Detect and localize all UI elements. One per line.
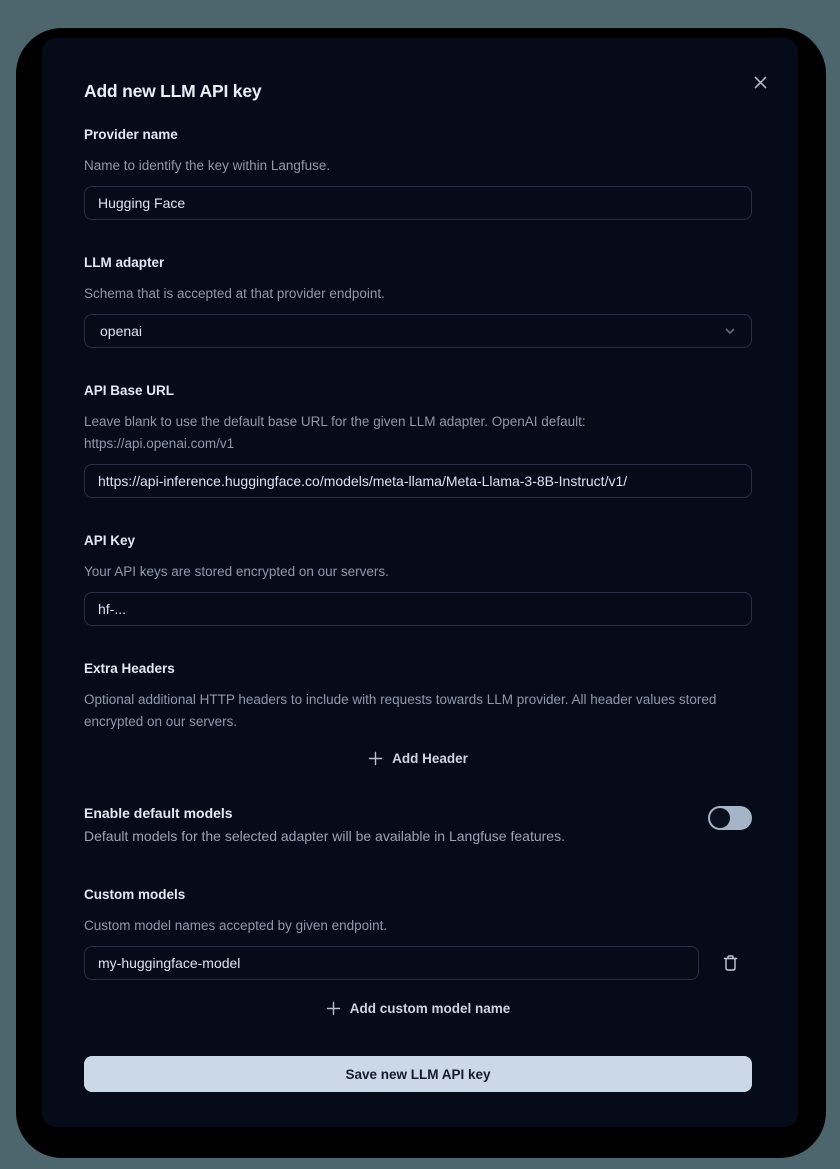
llm-adapter-select[interactable] xyxy=(84,314,752,348)
extra-headers-description: Optional additional HTTP headers to include with requests towards LLM provider. All header values stored encrypted on our servers. xyxy=(84,692,717,729)
enable-default-models-label: Enable default models xyxy=(84,805,233,821)
enable-default-models-description: Default models for the selected adapter will be available in Langfuse features. xyxy=(84,828,565,844)
close-button[interactable] xyxy=(748,70,772,94)
api-key-field-group xyxy=(84,532,752,626)
custom-models-label: Custom models xyxy=(84,887,186,902)
custom-models-field-group xyxy=(84,886,752,1020)
extra-headers-field-group xyxy=(84,660,752,770)
save-llm-api-key-button[interactable]: Save new LLM API key xyxy=(84,1056,752,1092)
add-header-button[interactable] xyxy=(84,746,752,770)
llm-adapter-selected-value: openai xyxy=(100,323,143,339)
api-key-label: API Key xyxy=(84,533,136,548)
api-key-input[interactable] xyxy=(84,592,752,626)
llm-adapter-label: LLM adapter xyxy=(84,255,165,270)
custom-models-description: Custom model names accepted by given endpoint. xyxy=(84,918,388,933)
provider-name-field-group xyxy=(84,126,752,220)
enable-default-models-toggle[interactable] xyxy=(708,806,752,830)
chevron-down-icon xyxy=(723,324,737,338)
api-base-url-description: Leave blank to use the default base URL for the given LLM adapter. OpenAI default: https://api.openai.com/v1 xyxy=(84,414,586,451)
add-llm-api-key-dialog xyxy=(42,38,798,1127)
trash-icon xyxy=(722,954,739,972)
add-custom-model-button[interactable] xyxy=(84,996,752,1020)
enable-default-models-row xyxy=(84,804,752,846)
provider-name-description: Name to identify the key within Langfuse. xyxy=(84,158,331,173)
llm-adapter-field-group xyxy=(84,254,752,348)
custom-model-row xyxy=(84,946,752,980)
dialog-title: Add new LLM API key xyxy=(84,81,262,101)
extra-headers-label: Extra Headers xyxy=(84,661,175,676)
delete-custom-model-button[interactable] xyxy=(719,952,741,974)
provider-name-label: Provider name xyxy=(84,127,178,142)
custom-model-name-input[interactable] xyxy=(84,946,699,980)
provider-name-input[interactable] xyxy=(84,186,752,220)
close-icon xyxy=(753,75,768,90)
api-key-description: Your API keys are stored encrypted on our servers. xyxy=(84,564,389,579)
add-header-button-label: Add Header xyxy=(392,750,468,766)
api-base-url-field-group xyxy=(84,382,752,498)
api-base-url-label: API Base URL xyxy=(84,383,175,398)
plus-icon xyxy=(326,1001,341,1016)
enable-default-models-texts xyxy=(84,804,565,846)
toggle-knob xyxy=(710,808,730,828)
api-base-url-input[interactable] xyxy=(84,464,752,498)
add-custom-model-button-label: Add custom model name xyxy=(349,1000,511,1016)
llm-adapter-description: Schema that is accepted at that provider endpoint. xyxy=(84,286,385,301)
plus-icon xyxy=(368,751,383,766)
